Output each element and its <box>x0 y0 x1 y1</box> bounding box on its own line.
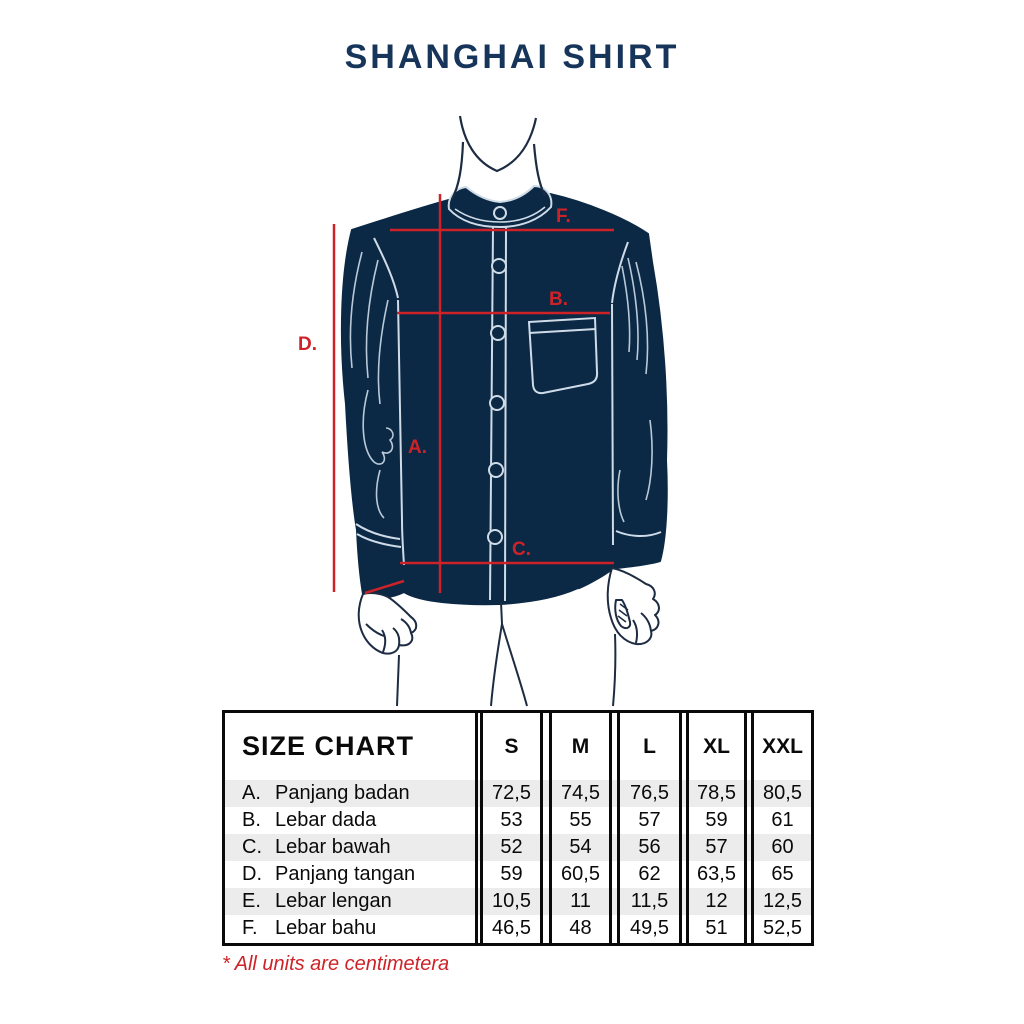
size-value: 11,5 <box>630 890 669 912</box>
size-value: 10,5 <box>492 890 531 912</box>
row-label: C. Lebar bawah <box>242 836 391 858</box>
size-value: 59 <box>500 863 523 885</box>
size-value: 57 <box>638 809 661 831</box>
row-label: E. Lebar lengan <box>242 890 392 912</box>
size-column-m <box>549 713 612 943</box>
size-value: 60 <box>771 836 794 858</box>
measurement-label-column <box>225 713 478 943</box>
button-icon <box>489 463 503 477</box>
size-value: 62 <box>638 863 661 885</box>
left-hand <box>359 593 417 654</box>
right-hand <box>608 568 659 644</box>
size-value: 52 <box>500 836 523 858</box>
size-column-xxl <box>751 713 811 943</box>
size-value: 61 <box>771 809 794 831</box>
size-value: 46,5 <box>492 917 531 939</box>
size-value: 12 <box>705 890 728 912</box>
size-value: 56 <box>638 836 661 858</box>
size-header: M <box>571 735 590 758</box>
size-header: XXL <box>762 735 803 758</box>
size-header: XL <box>703 735 730 758</box>
size-value: 57 <box>705 836 728 858</box>
page-title: SHANGHAI SHIRT <box>344 38 680 76</box>
button-icon <box>491 326 505 340</box>
size-value: 59 <box>705 809 728 831</box>
measure-label-f: F. <box>556 206 571 227</box>
row-label: A. Panjang badan <box>242 782 410 804</box>
size-value: 78,5 <box>697 782 736 804</box>
row-label: F. Lebar bahu <box>242 917 377 939</box>
size-column-xl <box>686 713 747 943</box>
measure-label-b: B. <box>549 289 568 310</box>
measure-label-d: D. <box>298 334 317 355</box>
row-label: D. Panjang tangan <box>242 863 416 885</box>
size-value: 76,5 <box>630 782 669 804</box>
button-icon <box>490 396 504 410</box>
size-value: 48 <box>569 917 592 939</box>
button-icon <box>488 530 502 544</box>
size-value: 63,5 <box>697 863 736 885</box>
size-value: 49,5 <box>630 917 669 939</box>
size-value: 11 <box>570 890 591 912</box>
size-header: S <box>504 735 519 758</box>
size-value: 12,5 <box>763 890 802 912</box>
units-footnote: * All units are centimetera <box>222 953 450 975</box>
measure-label-a: A. <box>408 437 427 458</box>
size-column-l <box>617 713 682 943</box>
trousers-outline <box>397 602 615 706</box>
measure-label-c: C. <box>512 539 531 560</box>
size-value: 60,5 <box>561 863 600 885</box>
size-value: 53 <box>500 809 523 831</box>
size-value: 52,5 <box>763 917 802 939</box>
size-value: 54 <box>569 836 592 858</box>
size-value: 80,5 <box>763 782 802 804</box>
size-header: L <box>643 735 656 758</box>
size-column-s <box>480 713 543 943</box>
collar-button-icon <box>494 207 506 219</box>
size-chart-table <box>222 710 814 946</box>
size-value: 51 <box>705 917 728 939</box>
row-label: B. Lebar dada <box>242 809 377 831</box>
size-chart-heading: SIZE CHART <box>242 731 414 761</box>
size-value: 72,5 <box>492 782 531 804</box>
button-icon <box>492 259 506 273</box>
size-value: 65 <box>771 863 794 885</box>
size-value: 74,5 <box>561 782 600 804</box>
size-value: 55 <box>569 809 592 831</box>
